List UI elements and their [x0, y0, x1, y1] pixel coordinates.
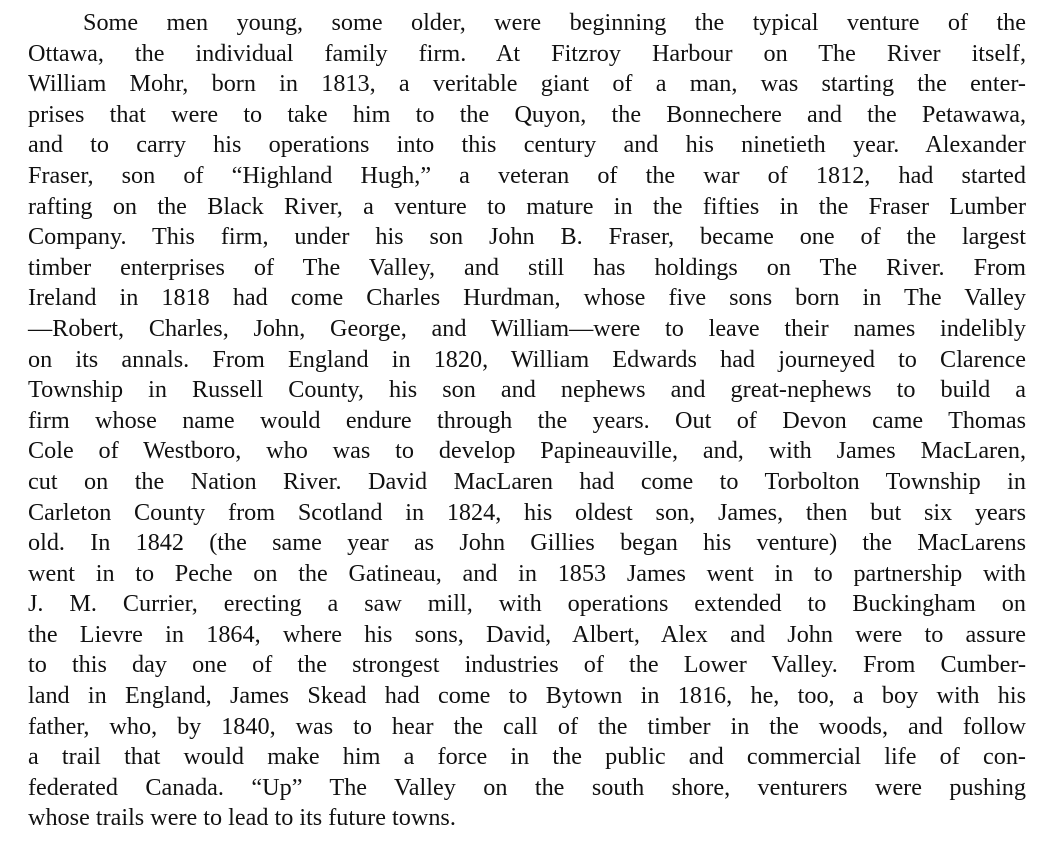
- document-page: [28, 8, 1026, 834]
- text-line: firm whose name would endure through the years. Out of Devon came Thomas: [28, 406, 1026, 434]
- text-line: to this day one of the strongest industries of the Lower Valley. From Cumber-: [28, 651, 1026, 679]
- text-line: went in to Peche on the Gatineau, and in 1853 James went in to partnership with: [28, 559, 1026, 587]
- text-line: Fraser, son of “Highland Hugh,” a veteran of the war of 1812, had started: [28, 161, 1026, 189]
- text-line: Some men young, some older, were beginning the typical venture of the: [83, 9, 1026, 36]
- paragraph: [28, 8, 1026, 834]
- text-line: timber enterprises of The Valley, and still has holdings on The River. From: [28, 253, 1026, 281]
- text-line: whose trails were to lead to its future towns.: [28, 804, 456, 832]
- text-line: J. M. Currier, erecting a saw mill, with operations extended to Buckingham on: [28, 590, 1026, 618]
- text-line: —Robert, Charles, John, George, and William—were to leave their names indelibly: [28, 314, 1026, 342]
- text-line: Company. This firm, under his son John B. Fraser, became one of the largest: [28, 223, 1026, 251]
- text-line: a trail that would make him a force in the public and commercial life of con-: [28, 743, 1026, 771]
- text-line: Township in Russell County, his son and nephews and great-nephews to build a: [28, 376, 1026, 404]
- text-line: land in England, James Skead had come to Bytown in 1816, he, too, a boy with his: [28, 682, 1026, 710]
- text-line: rafting on the Black River, a venture to mature in the fifties in the Fraser Lumber: [28, 192, 1026, 220]
- text-line: Cole of Westboro, who was to develop Papineauville, and, with James MacLaren,: [28, 437, 1026, 465]
- text-line: old. In 1842 (the same year as John Gillies began his venture) the MacLarens: [28, 529, 1026, 557]
- text-line: and to carry his operations into this century and his ninetieth year. Alexander: [28, 131, 1026, 159]
- text-line: prises that were to take him to the Quyon, the Bonnechere and the Petawawa,: [28, 100, 1026, 128]
- text-line: Ireland in 1818 had come Charles Hurdman, whose five sons born in The Valley: [28, 284, 1026, 312]
- text-line: on its annals. From England in 1820, William Edwards had journeyed to Clarence: [28, 345, 1026, 373]
- text-line: Ottawa, the individual family firm. At Fitzroy Harbour on The River itself,: [28, 39, 1026, 67]
- text-line: the Lievre in 1864, where his sons, David, Albert, Alex and John were to assure: [28, 620, 1026, 648]
- text-line: William Mohr, born in 1813, a veritable giant of a man, was starting the enter-: [28, 70, 1026, 98]
- text-line: Carleton County from Scotland in 1824, his oldest son, James, then but six years: [28, 498, 1026, 526]
- text-line: father, who, by 1840, was to hear the call of the timber in the woods, and follow: [28, 712, 1026, 740]
- text-line: cut on the Nation River. David MacLaren had come to Torbolton Township in: [28, 467, 1026, 495]
- text-line: federated Canada. “Up” The Valley on the south shore, venturers were pushing: [28, 773, 1026, 801]
